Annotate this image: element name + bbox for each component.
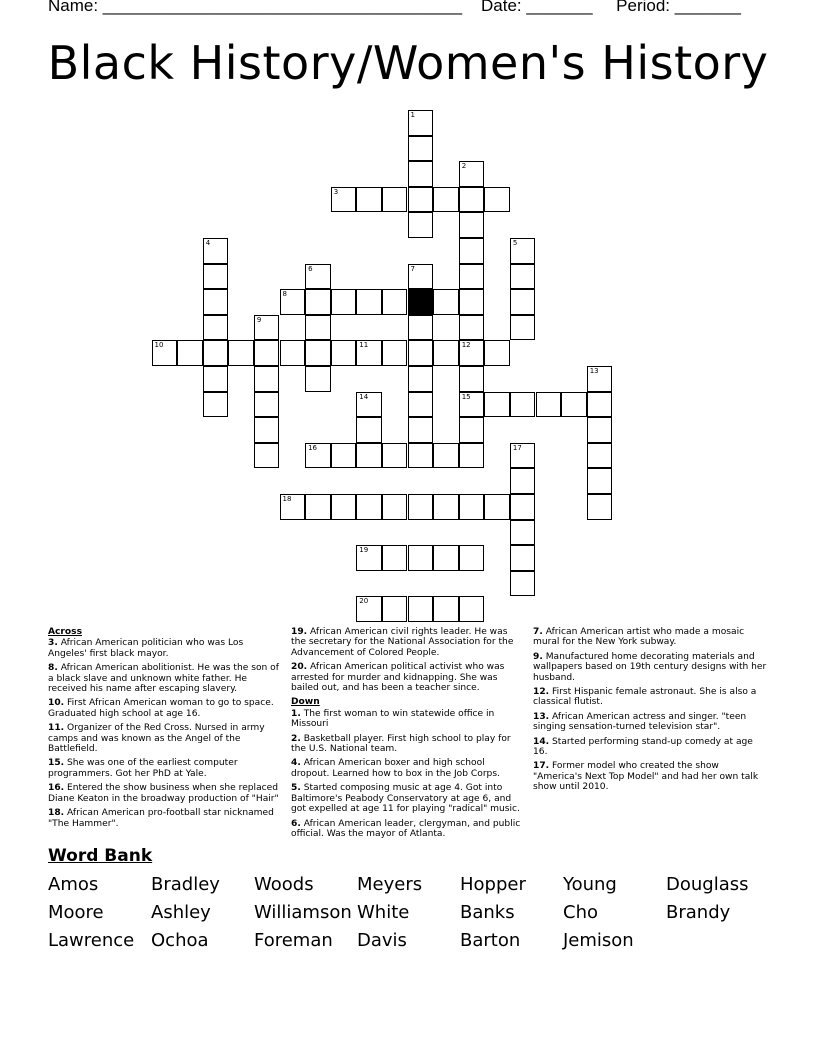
grid-cell[interactable] xyxy=(356,289,382,315)
grid-cell[interactable] xyxy=(408,443,434,469)
clue-number-label: 18. xyxy=(48,808,65,819)
clue-text: Former model who created the show "America's Next Top Model" and had her own talk show until 2010. xyxy=(533,761,759,793)
clue-number: 10 xyxy=(154,341,164,350)
grid-cell[interactable] xyxy=(510,392,536,418)
clue-number: 18 xyxy=(282,495,292,503)
grid-cell[interactable] xyxy=(382,596,408,622)
clue-text: African American abolitionist. He was the son of a black slave and unknown white father. He received his name after escaping slavery. xyxy=(48,663,279,695)
grid-cell[interactable] xyxy=(356,545,382,571)
grid-cell[interactable] xyxy=(459,161,485,187)
grid-cell[interactable] xyxy=(459,315,485,341)
grid-cell[interactable] xyxy=(382,340,408,366)
grid-cell[interactable] xyxy=(331,289,357,315)
word-bank-word: Bradley xyxy=(151,874,220,895)
grid-cell[interactable] xyxy=(228,340,254,366)
grid-cell[interactable] xyxy=(408,417,434,443)
grid-cell[interactable] xyxy=(459,392,485,418)
clue-item xyxy=(48,783,280,804)
grid-cell[interactable] xyxy=(561,392,587,418)
grid-cell[interactable] xyxy=(459,545,485,571)
grid-cell[interactable] xyxy=(254,443,280,469)
grid-cell[interactable] xyxy=(408,366,434,392)
clue-item xyxy=(291,758,521,779)
grid-cell[interactable] xyxy=(356,392,382,418)
grid-cell[interactable] xyxy=(382,443,408,469)
clue-number: 13 xyxy=(589,367,599,375)
grid-cell[interactable] xyxy=(203,392,229,418)
clue-number: 8 xyxy=(282,290,287,299)
grid-cell[interactable] xyxy=(356,443,382,469)
clue-item xyxy=(48,808,280,829)
clue-item xyxy=(48,638,280,659)
grid-cell[interactable] xyxy=(433,596,459,622)
clue-number-label: 1. xyxy=(291,708,301,719)
clue-number: 12 xyxy=(461,341,471,350)
clue-text: Started performing stand-up comedy at age 16. xyxy=(533,736,753,758)
grid-cell[interactable] xyxy=(356,187,382,213)
grid-cell[interactable] xyxy=(459,187,485,213)
grid-cell[interactable] xyxy=(408,545,434,571)
clue-number-label: 14. xyxy=(533,736,550,747)
clue-item xyxy=(291,709,521,730)
clue-number: 2 xyxy=(461,162,467,171)
clue-number: 3 xyxy=(333,187,339,196)
grid-cell[interactable] xyxy=(408,264,434,290)
grid-cell[interactable] xyxy=(433,340,459,366)
clue-number-label: 9. xyxy=(533,651,543,662)
word-bank-word: Lawrence xyxy=(48,930,135,951)
page-title: Black History/Women's History xyxy=(47,36,769,90)
word-bank-title: Word Bank xyxy=(48,846,153,866)
clue-number: 14 xyxy=(359,392,369,401)
grid-cell[interactable] xyxy=(510,545,536,571)
clue-text: First African American woman to go to space. Graduated high school at age 16. xyxy=(48,698,274,719)
clue-number-label: 20. xyxy=(291,662,308,673)
grid-cell[interactable] xyxy=(587,443,613,469)
clue-text: Manufactured home decorating materials and wallpapers based on 19th century designs with her husband. xyxy=(533,651,767,683)
grid-cell[interactable] xyxy=(408,161,434,187)
name-field-label[interactable]: Name: ______________________________________ xyxy=(48,0,463,15)
clue-text: Organizer of the Red Cross. Nursed in army camps and was known as the Angel of the Battlefield. xyxy=(48,723,265,755)
grid-cell[interactable] xyxy=(331,187,357,213)
clue-number: 17 xyxy=(512,443,522,452)
grid-cell[interactable] xyxy=(280,340,306,366)
clue-number-label: 8. xyxy=(48,663,58,674)
clue-number-label: 3. xyxy=(48,638,58,649)
word-bank-word: Moore xyxy=(48,902,104,923)
grid-cell[interactable] xyxy=(510,289,536,315)
clue-number-label: 13. xyxy=(533,711,550,722)
clue-item xyxy=(48,698,280,719)
grid-cell[interactable] xyxy=(587,392,613,418)
grid-cell[interactable] xyxy=(408,596,434,622)
grid-cell[interactable] xyxy=(459,443,485,469)
grid-cell[interactable] xyxy=(484,392,510,418)
clue-item xyxy=(533,652,769,683)
grid-cell[interactable] xyxy=(536,392,562,418)
clue-number-label: 10. xyxy=(48,698,65,709)
grid-cell[interactable] xyxy=(305,315,331,341)
clue-text: African American civil rights leader. He was the secretary for the National Association for the Advancement of Colored People. xyxy=(291,627,514,658)
grid-cell[interactable] xyxy=(459,212,485,238)
word-bank-word: Young xyxy=(563,874,617,895)
word-bank-word: Cho xyxy=(563,902,598,923)
clue-number-label: 12. xyxy=(533,687,550,698)
grid-cell[interactable] xyxy=(305,264,331,290)
word-bank-word: Woods xyxy=(254,874,314,895)
clue-item xyxy=(48,723,280,754)
grid-cell[interactable] xyxy=(484,340,510,366)
clue-number: 15 xyxy=(461,392,471,401)
grid-cell[interactable] xyxy=(203,289,229,315)
grid-cell[interactable] xyxy=(254,392,280,418)
grid-cell[interactable] xyxy=(331,494,357,520)
grid-cell[interactable] xyxy=(587,417,613,443)
clue-number: 5 xyxy=(512,239,518,247)
clue-item xyxy=(533,687,769,708)
grid-cell[interactable] xyxy=(408,212,434,238)
grid-cell[interactable] xyxy=(587,494,613,520)
grid-cell[interactable] xyxy=(280,494,306,520)
clue-number-label: 6. xyxy=(291,818,301,829)
clue-number-label: 17. xyxy=(533,761,550,772)
across-heading: Across xyxy=(48,627,82,637)
grid-cell[interactable] xyxy=(280,289,306,315)
word-bank-word: Douglass xyxy=(666,874,749,895)
grid-cell[interactable] xyxy=(254,366,280,392)
word-bank-word: Foreman xyxy=(254,930,333,951)
grid-cell[interactable] xyxy=(408,340,434,366)
clue-number: 4 xyxy=(205,239,211,247)
grid-cell[interactable] xyxy=(382,289,408,315)
grid-cell[interactable] xyxy=(305,366,331,392)
clue-text: African American actress and singer. "teen singing sensation-turned television star". xyxy=(533,711,747,733)
clue-number: 6 xyxy=(308,264,313,273)
grid-cell[interactable] xyxy=(510,443,536,469)
clue-number-label: 5. xyxy=(291,783,301,794)
word-bank-word: Ashley xyxy=(151,902,211,923)
grid-cell[interactable] xyxy=(433,545,459,571)
clue-text: African American pro-football star nicknamed "The Hammer". xyxy=(48,808,274,829)
grid-cell[interactable] xyxy=(459,340,485,366)
clue-text: African American political activist who was arrested for murder and kidnapping. She was bailed out, and has been a teacher since. xyxy=(291,662,505,694)
grid-cell[interactable] xyxy=(356,494,382,520)
clue-item xyxy=(291,783,521,814)
clue-text: Started composing music at age 4. Got into Baltimore's Peabody Conservatory at age 6, and got expelled at age 11 for playing "radical" music. xyxy=(291,783,520,815)
word-bank-word: Ochoa xyxy=(151,930,209,951)
date-field-label[interactable]: Date: _______ xyxy=(480,0,593,15)
grid-cell[interactable] xyxy=(484,187,510,213)
grid-cell[interactable] xyxy=(254,340,280,366)
grid-cell[interactable] xyxy=(433,289,459,315)
clue-item xyxy=(48,663,280,694)
clue-number-label: 15. xyxy=(48,758,65,769)
word-bank-word: Banks xyxy=(460,902,515,923)
clue-text: The first woman to win statewide office in Missouri xyxy=(291,708,495,730)
clue-item xyxy=(291,734,521,755)
grid-cell[interactable] xyxy=(331,443,357,469)
clue-number-label: 19. xyxy=(291,627,308,637)
word-bank-word: Davis xyxy=(357,930,407,951)
grid-cell[interactable] xyxy=(459,417,485,443)
word-bank-word: Meyers xyxy=(357,874,423,895)
clue-text: First Hispanic female astronaut. She is also a classical flutist. xyxy=(533,687,757,708)
word-bank-word: Amos xyxy=(48,874,99,895)
grid-cell[interactable] xyxy=(203,366,229,392)
clue-item xyxy=(533,627,769,648)
grid-cell[interactable] xyxy=(408,136,434,162)
clue-text: She was one of the earliest computer programmers. Got her PhD at Yale. xyxy=(48,758,238,779)
word-bank-word: Jemison xyxy=(563,930,634,951)
grid-cell[interactable] xyxy=(408,187,434,213)
grid-cell[interactable] xyxy=(510,520,536,546)
clue-text: African American artist who made a mosaic mural for the New York subway. xyxy=(533,627,745,648)
clue-number: 7 xyxy=(410,264,415,273)
clue-number: 9 xyxy=(256,315,262,324)
grid-cell[interactable] xyxy=(305,443,331,469)
grid-cell[interactable] xyxy=(459,494,485,520)
clue-number: 11 xyxy=(359,341,369,350)
grid-cell[interactable] xyxy=(177,340,203,366)
clue-item xyxy=(533,761,769,792)
grid-cell[interactable] xyxy=(408,494,434,520)
period-field-label[interactable]: Period: _______ xyxy=(616,0,741,15)
clues-column-2 xyxy=(291,627,521,843)
grid-cell[interactable] xyxy=(459,264,485,290)
grid-cell[interactable] xyxy=(510,494,536,520)
grid-cell[interactable] xyxy=(203,264,229,290)
down-heading: Down xyxy=(291,697,320,708)
clue-text: African American leader, clergyman, and public official. Was the mayor of Atlanta. xyxy=(291,818,521,839)
clue-text: Basketball player. First high school to play for the U.S. National team. xyxy=(291,733,511,755)
grid-cell[interactable] xyxy=(433,494,459,520)
grid-cell[interactable] xyxy=(305,340,331,366)
clue-number: 19 xyxy=(359,546,369,555)
grid-cell[interactable] xyxy=(587,366,613,392)
grid-cell[interactable] xyxy=(382,187,408,213)
clue-number-label: 11. xyxy=(48,723,65,734)
grid-cell[interactable] xyxy=(433,187,459,213)
clue-number: 1 xyxy=(410,111,415,119)
grid-cell[interactable] xyxy=(254,315,280,341)
clue-number: 16 xyxy=(308,443,318,452)
clue-number-label: 16. xyxy=(48,783,65,794)
clue-text: African American boxer and high school dropout. Learned how to box in the Job Corps. xyxy=(291,758,500,779)
grid-cell[interactable] xyxy=(408,110,434,136)
grid-cell[interactable] xyxy=(459,238,485,264)
clue-number-label: 4. xyxy=(291,758,301,769)
clue-item xyxy=(48,758,280,779)
grid-cell[interactable] xyxy=(510,264,536,290)
grid-cell[interactable] xyxy=(152,340,178,366)
grid-cell[interactable] xyxy=(382,494,408,520)
clue-text: African American politician who was Los Angeles' first black mayor. xyxy=(48,638,244,659)
word-bank-word: White xyxy=(357,902,410,923)
grid-cell[interactable] xyxy=(459,289,485,315)
grid-cell[interactable] xyxy=(356,596,382,622)
grid-cell[interactable] xyxy=(203,340,229,366)
grid-cell[interactable] xyxy=(331,340,357,366)
grid-cell[interactable] xyxy=(408,315,434,341)
grid-cell[interactable] xyxy=(433,443,459,469)
word-bank-word: Hopper xyxy=(460,874,526,895)
clues-column-1 xyxy=(48,627,280,833)
clue-text: Entered the show business when she replaced Diane Keaton in the broadway production of "Hair" xyxy=(48,783,279,804)
grid-cell[interactable] xyxy=(459,366,485,392)
word-bank-word: Williamson xyxy=(254,902,352,923)
grid-cell[interactable] xyxy=(459,596,485,622)
grid-cell[interactable] xyxy=(305,289,331,315)
grid-cell[interactable] xyxy=(305,494,331,520)
black-cell xyxy=(408,289,434,315)
grid-cell[interactable] xyxy=(382,545,408,571)
clue-item xyxy=(533,737,769,758)
grid-cell[interactable] xyxy=(356,340,382,366)
clues-column-3 xyxy=(533,627,769,797)
word-bank-word: Brandy xyxy=(666,902,731,923)
clue-number-label: 7. xyxy=(533,627,543,637)
clue-number: 20 xyxy=(359,597,369,606)
clue-number-label: 2. xyxy=(291,733,301,744)
grid-cell[interactable] xyxy=(587,468,613,494)
grid-cell[interactable] xyxy=(510,238,536,264)
clue-item xyxy=(533,712,769,733)
clue-item xyxy=(291,819,521,840)
grid-cell[interactable] xyxy=(203,238,229,264)
grid-cell[interactable] xyxy=(510,468,536,494)
grid-cell[interactable] xyxy=(408,392,434,418)
grid-cell[interactable] xyxy=(356,417,382,443)
clue-item xyxy=(291,627,521,658)
grid-cell[interactable] xyxy=(203,315,229,341)
word-bank-word: Barton xyxy=(460,930,521,951)
clue-item xyxy=(291,662,521,693)
grid-cell[interactable] xyxy=(510,315,536,341)
grid-cell[interactable] xyxy=(510,571,536,597)
grid-cell[interactable] xyxy=(484,494,510,520)
grid-cell[interactable] xyxy=(254,417,280,443)
